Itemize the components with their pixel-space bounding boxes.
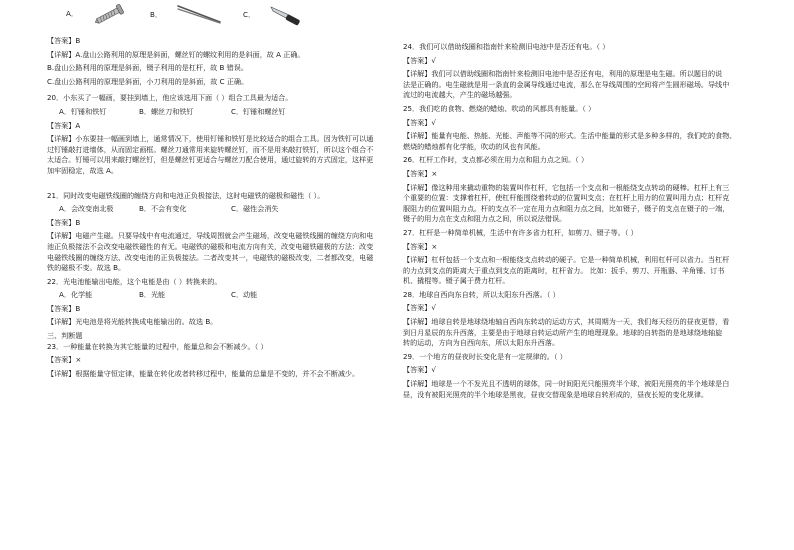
q21-option-c: C．磁性会消失 bbox=[231, 204, 279, 214]
right-column bbox=[403, 42, 777, 400]
q19-answer: 【答案】B bbox=[47, 36, 81, 45]
q21-detail-line: 池正负极接法不会改变电磁铁磁性的有无。电磁铁的磁极和电流方向有关，改变电磁铁磁极的方法：改变 bbox=[47, 241, 374, 251]
q27-answer: 【答案】× bbox=[403, 241, 438, 251]
q26-stem: 26．杠杆工作时，支点都必须在用力点和阻力点之间。（ ） bbox=[403, 155, 589, 165]
left-column bbox=[47, 0, 421, 379]
q22-option-b: B．光能 bbox=[139, 290, 166, 300]
q21-stem: 21．同时改变电磁铁线圈的缠绕方向和电池正负极接法，这时电磁铁的磁极和磁性（ ）。 bbox=[47, 190, 325, 200]
q22-stem: 22．光电池能输出电能，这个电能是由（ ）转换来的。 bbox=[47, 276, 222, 286]
q24-stem: 24．我们可以借助线圈和指南针来检测旧电池中是否还有电。（ ） bbox=[403, 42, 610, 51]
q20-option-c: C．钉锤和螺丝钉 bbox=[231, 106, 286, 116]
q25-stem: 25．我们吃的食物、燃烧的蜡烛、吹动的风都具有能量。（ ） bbox=[403, 103, 596, 113]
q23-answer: 【答案】× bbox=[47, 355, 82, 365]
q22-option-a: A．化学能 bbox=[59, 290, 93, 300]
knife-icon bbox=[269, 4, 305, 26]
q26-detail-line: 服阻力的位置叫阻力点。杆的支点不一定在用力点和阻力点之间，比如镊子，镊子的支点在镊子的一端， bbox=[403, 203, 730, 213]
q23-stem: 23．一种能量在转换为其它能量的过程中，能量总和会不断减少。（ ） bbox=[47, 341, 268, 351]
figure-a bbox=[66, 4, 128, 24]
q26-answer: 【答案】× bbox=[403, 168, 438, 178]
q28-detail-line: 到日月星辰的东升西落，主要是由于地球自转运动所产生的地理现象。地球的自转指的是地球绕地轴旋 bbox=[403, 327, 723, 337]
q28-detail-line: 转的运动，方向为自西向东，所以太阳东升西落。 bbox=[403, 338, 560, 348]
tweezers-icon bbox=[176, 4, 222, 26]
q29-answer: 【答案】√ bbox=[403, 365, 436, 375]
q20-stem: 20．小东买了一幅画，要挂到墙上，他应该选用下面（ ）组合工具最为适合。 bbox=[47, 93, 293, 103]
q20-option-b: B．螺丝刀和铁钉 bbox=[139, 106, 194, 116]
q20-answer: 【答案】A bbox=[47, 120, 81, 130]
figure-b bbox=[150, 4, 222, 26]
q25-answer: 【答案】√ bbox=[403, 117, 436, 127]
q22-answer: 【答案】B bbox=[47, 303, 81, 313]
q19-detail-line: 【详解】A.盘山公路利用的原理是斜面，螺丝钉的螺纹利用的是斜面，故 A 正确。 bbox=[47, 49, 305, 59]
screw-icon bbox=[92, 4, 128, 24]
q21-option-a: A．会改变南北极 bbox=[59, 204, 114, 214]
q27-detail-line: 【详解】杠杆包括一个支点和一根能绕支点转动的硬子。它是一种简单机械，利用杠杆可以省力。当杠杆 bbox=[403, 255, 730, 265]
q20-options bbox=[47, 107, 421, 118]
q19-detail-line: B.盘山公路利用的原理是斜面，镊子利用的是杠杆，故 B 错误。 bbox=[47, 63, 248, 73]
q26-detail-line: 【详解】像这种用来撬动重物的装置叫作杠杆，它包括一个支点和一根能绕支点转动的硬棒。杠杆上有三 bbox=[403, 182, 730, 192]
q20-detail-line: 太适合。钉锤可以用来敲打螺丝钉，但是螺丝钉更适合与螺丝刀配合使用，通过旋转的方式固定，这样更 bbox=[47, 155, 374, 165]
section-title: 三、判断题 bbox=[47, 331, 83, 341]
q21-option-b: B．不会有变化 bbox=[139, 204, 187, 214]
q28-detail-line: 【详解】地球自转是地球绕地轴自西向东转动的运动方式，其周期为一天，我们每天经历的昼夜更替，看 bbox=[403, 317, 730, 327]
q19-detail-line: C.盘山公路利用的原理是斜面，小刀利用的是斜面，故 C 正确。 bbox=[47, 76, 249, 86]
q25-detail-line: 【详解】能量有电能、热能、光能、声能等不同的形式。生活中能量的形式是多种多样的，我们吃的食物、 bbox=[403, 131, 737, 141]
q20-detail-line: 加牢固稳定，故选 A。 bbox=[47, 165, 118, 175]
q28-answer: 【答案】√ bbox=[403, 303, 436, 313]
q20-detail-line: 过钉锤敲打进墙体，从而固定画框。螺丝刀通常用来旋转螺丝钉，而不是用来敲打铁钉，所以这个组合不 bbox=[47, 144, 374, 154]
q21-detail-line: 铁的磁极不变。故选 B。 bbox=[47, 263, 126, 273]
q24-detail-line: 法是正确的。电生磁就是用一条直的金属导线通过电流，那么在导线周围的空间将产生圆形磁场。导线中 bbox=[403, 79, 730, 89]
q23-detail-line: 【详解】根据能量守恒定律，能量在转化或者转移过程中，能量的总量是不变的，并不会不断减少。 bbox=[47, 368, 360, 378]
q25-detail-line: 燃烧的蜡烛都有化学能，吹动的风也有风能。 bbox=[403, 141, 545, 151]
q29-detail-line: 昼，没有被阳光照亮的半个地球是黑夜，昼夜交替现象是地球自转形成的，昼夜长短的变化规律。 bbox=[403, 389, 709, 399]
q26-detail-line: 镊子的用力点在支点和阻力点之间，所以说法错误。 bbox=[403, 214, 567, 224]
q24-answer: 【答案】√ bbox=[403, 55, 436, 65]
q21-answer: 【答案】B bbox=[47, 217, 81, 227]
q29-stem: 29．一个地方的昼夜时长变化是有一定规律的。（ ） bbox=[403, 351, 567, 361]
q21-detail-line: 【详解】电磁产生磁。只要导线中有电流通过，导线周围就会产生磁场，改变电磁铁线圈的缠绕方向和电 bbox=[47, 231, 374, 241]
q20-detail-line: 【详解】小东要挂一幅画到墙上，通常情况下，使用钉锤和铁钉是比较适合的组合工具。因为铁钉可以通 bbox=[47, 134, 374, 144]
q29-detail-line: 【详解】地球是一个不发光且不透明的球体，同一时间阳光只能照亮半个球，被阳光照亮的半个地球是白 bbox=[403, 379, 730, 389]
figure-c bbox=[243, 4, 305, 26]
q20-option-a: A．钉锤和铁钉 bbox=[59, 106, 107, 116]
option-figures bbox=[47, 0, 421, 36]
q24-detail-line: 流过的电流越大，产生的磁场越强。 bbox=[403, 90, 517, 100]
figure-a-label: A． bbox=[66, 8, 78, 18]
q27-detail-line: 的力点到支点的距离大于重点到支点的距离时，杠杆省力。 比如：扳手、剪刀、开瓶器、羊角锤、订书 bbox=[403, 265, 725, 275]
q22-detail-line: 【详解】光电池是将光能转换成电能输出的。故选 B。 bbox=[47, 317, 218, 327]
q22-options bbox=[47, 290, 421, 301]
q24-detail-line: 【详解】我们可以借助线圈和指南针来检测旧电池中是否还有电，利用的原理是电生磁。所以题目的说 bbox=[403, 69, 723, 79]
q28-stem: 28．地球自西向东自转，所以太阳东升西落。（ ） bbox=[403, 289, 560, 299]
figure-c-label: C． bbox=[243, 9, 256, 19]
q26-detail-line: 个重要的位置：支撑着杠杆，使杠杆能围绕着转动的位置叫支点；在杠杆上用力的位置叫用力点；杠杆克 bbox=[403, 193, 730, 203]
q27-detail-line: 机、撬棍等。镊子属于费力杠杆。 bbox=[403, 276, 510, 286]
q22-option-c: C．动能 bbox=[231, 290, 258, 300]
q21-detail-line: 电磁铁线圈的缠绕方法、改变电池的正负极接法。二者改变其一，电磁铁的磁极改变，二者都改变，电磁 bbox=[47, 252, 374, 262]
q21-options bbox=[47, 204, 421, 215]
figure-b-label: B． bbox=[150, 9, 162, 19]
q27-stem: 27．杠杆是一种简单机械，生活中有许多省力杠杆，如剪刀、镊子等。（ ） bbox=[403, 227, 638, 237]
